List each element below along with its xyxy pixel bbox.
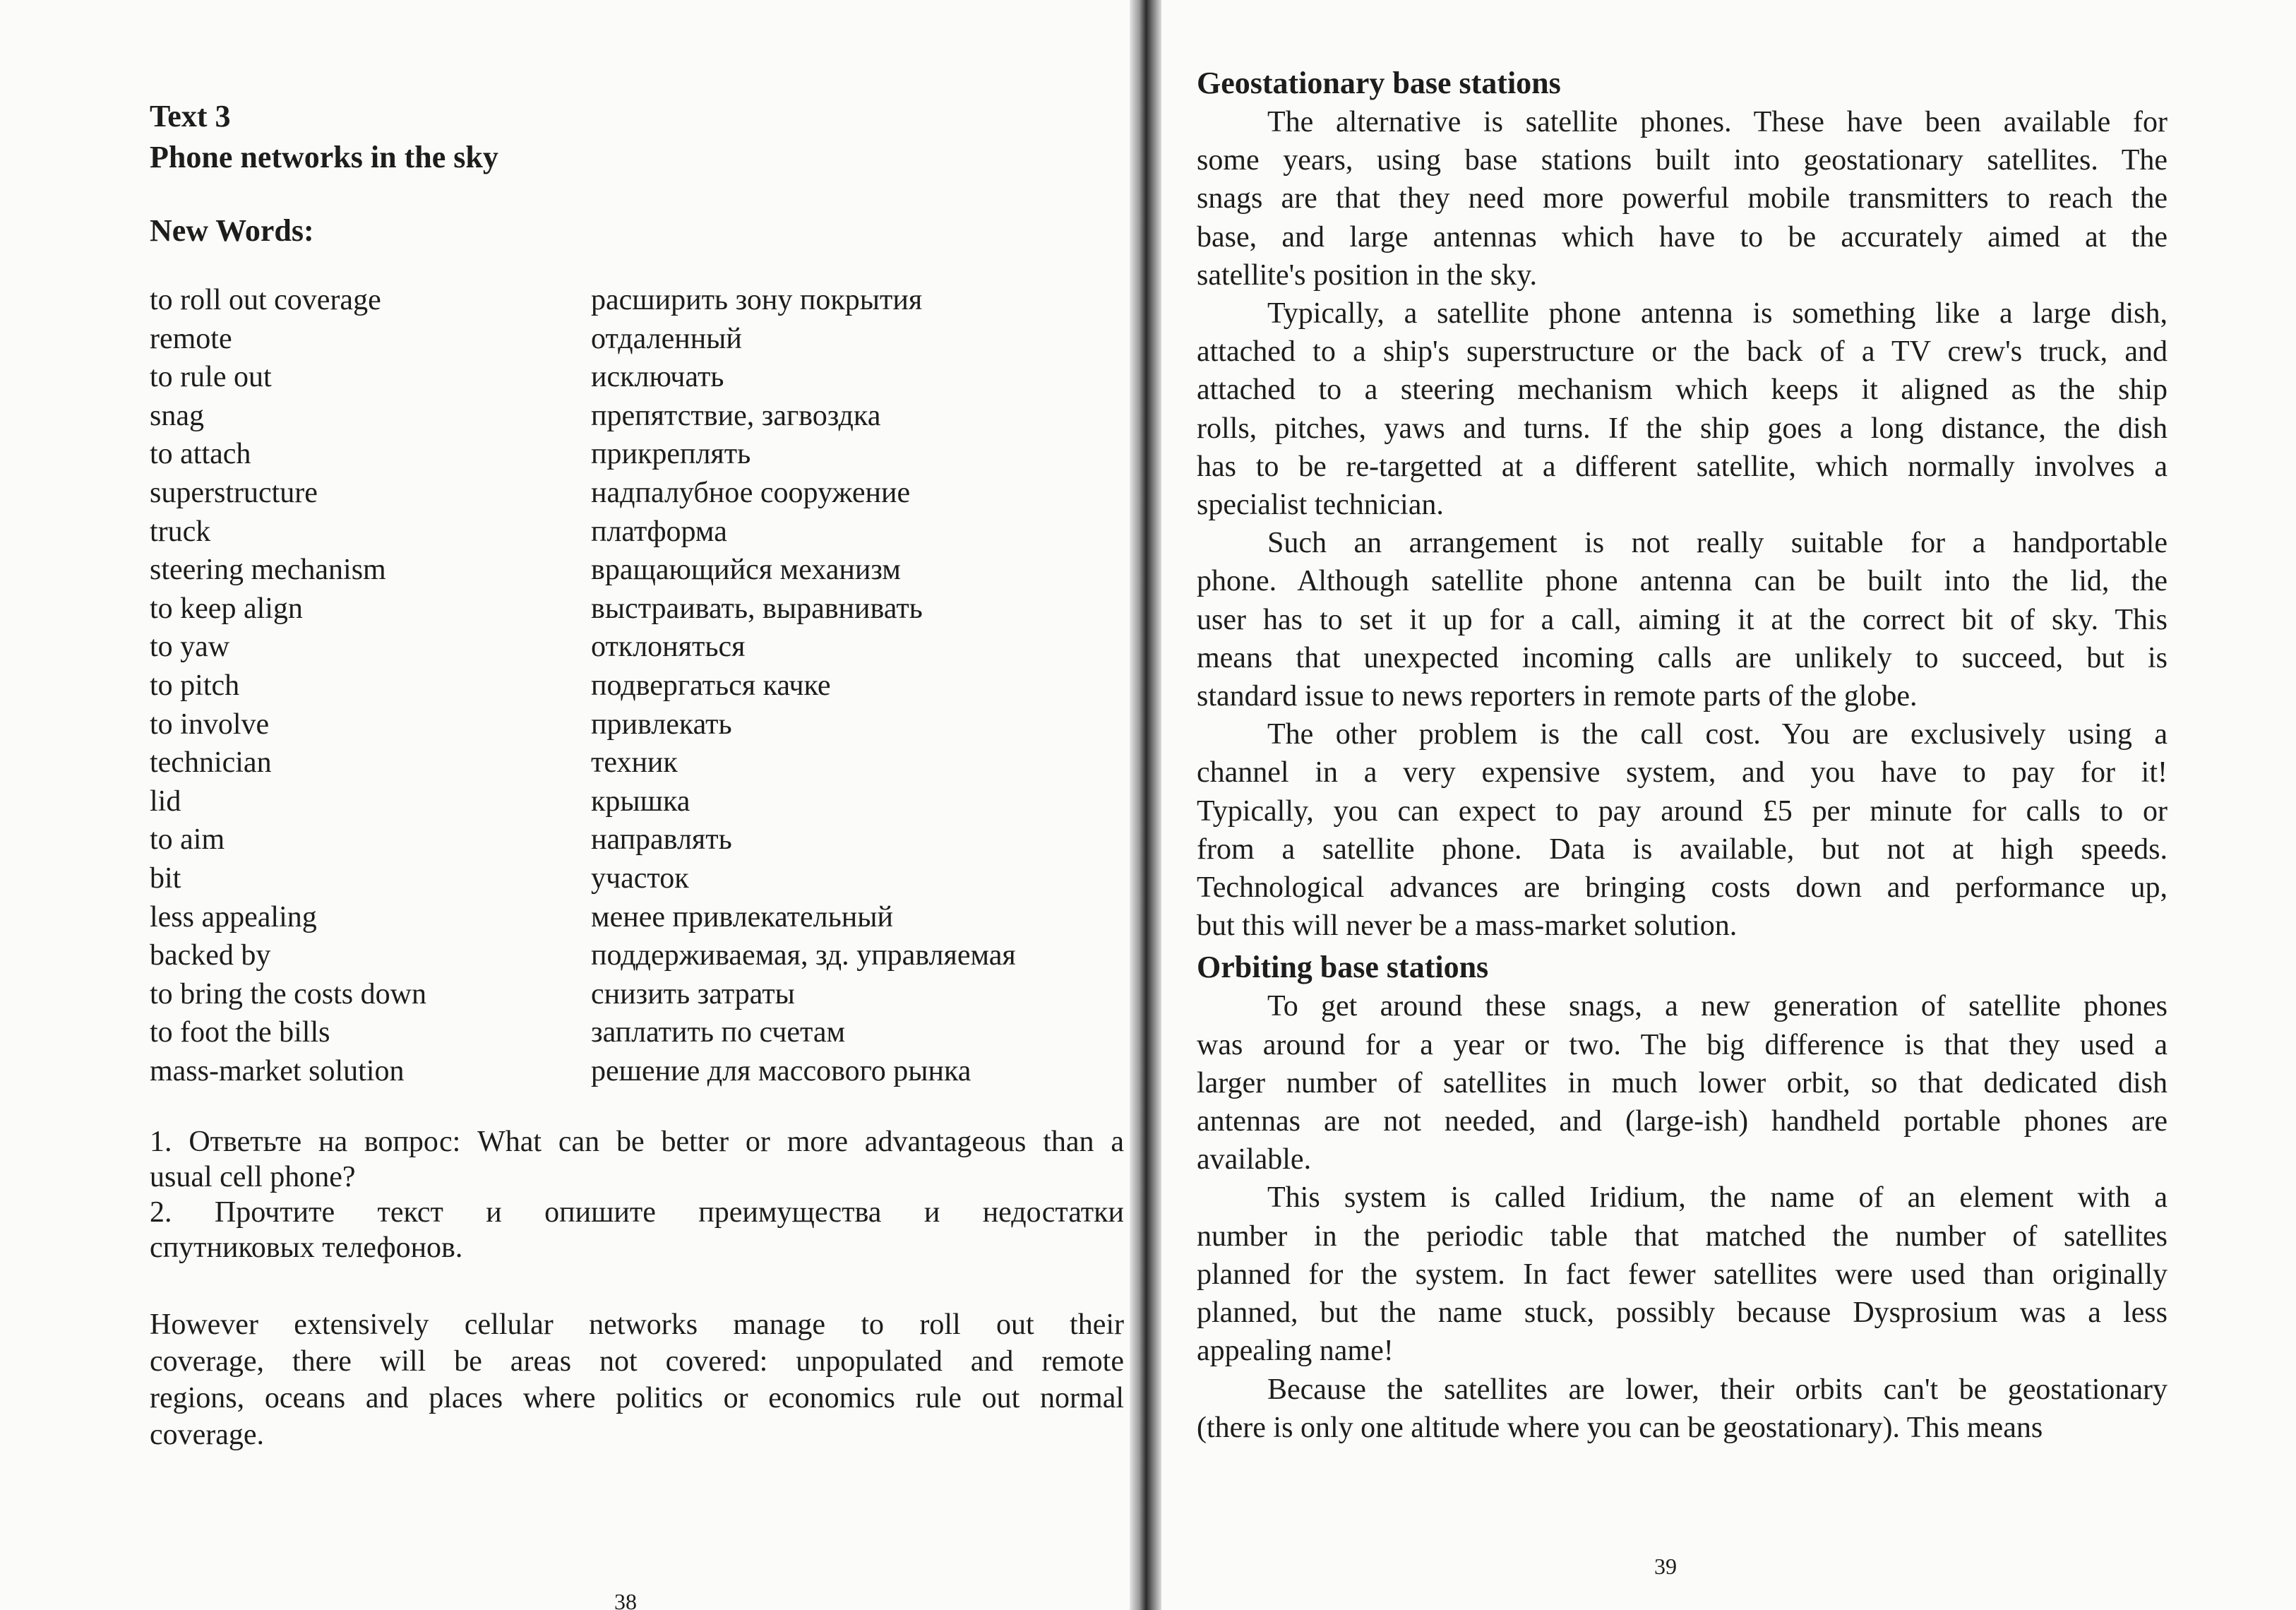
section-heading-geostationary: Geostationary base stations (1197, 66, 1561, 100)
paragraph-line: Technological advances are bringing costs down and performance up, (1197, 871, 2168, 905)
vocab-translation: надпалубное сооружение (591, 476, 911, 509)
vocab-row (150, 590, 1124, 628)
vocab-term: to aim (150, 823, 225, 857)
vocab-term: steering mechanism (150, 554, 386, 587)
vocab-translation: платформа (591, 515, 727, 548)
vocab-row (150, 975, 1124, 1014)
paragraph-line: means that unexpected incoming calls are unlikely to succeed, but is (1197, 641, 2168, 674)
section-orbiting-body (1197, 987, 2168, 1446)
intro-line: However extensively cellular networks manage to roll out their (150, 1308, 1124, 1342)
vocab-term: to involve (150, 708, 270, 741)
paragraph (1197, 103, 2168, 294)
vocab-term: to roll out coverage (150, 284, 381, 316)
paragraph-line: available. (1197, 1143, 1312, 1176)
vocab-term: to pitch (150, 669, 240, 702)
paragraph-line: planned for the system. In fact fewer satellites were used than originally (1197, 1258, 2168, 1291)
paragraph-line: Because the satellites are lower, their orbits can't be geostationary (1267, 1373, 2168, 1406)
vocab-translation: решение для массового рынка (591, 1054, 971, 1087)
vocab-translation: направлять (591, 823, 732, 857)
vocab-term: to foot the bills (150, 1016, 330, 1049)
section-heading-orbiting: Orbiting base stations (1197, 950, 1489, 985)
right-page-content (1197, 64, 2168, 1447)
paragraph (1197, 1179, 2168, 1370)
paragraph-line: number in the periodic table that matched the number of satellites (1197, 1220, 2168, 1253)
paragraph-line: rolls, pitches, yaws and turns. If the ship goes a long distance, the dish (1197, 412, 2168, 445)
paragraph-line: planned, but the name stuck, possibly because Dysprosium was a less (1197, 1296, 2168, 1330)
vocab-translation: поддерживаемая, зд. управляемая (591, 939, 1016, 972)
vocab-term: to rule out (150, 361, 272, 394)
text-title: Phone networks in the sky (150, 140, 498, 174)
vocab-translation: отдаленный (591, 322, 742, 355)
paragraph-line: appealing name! (1197, 1335, 1394, 1368)
text-label: Text 3 (150, 99, 231, 133)
vocab-term: to keep align (150, 592, 303, 625)
vocab-row (150, 821, 1124, 859)
section-geostationary-body (1197, 103, 2168, 945)
paragraph-line: attached to a ship's superstructure or the back of a TV crew's truck, and (1197, 335, 2168, 369)
vocab-translation: крышка (591, 785, 690, 818)
vocab-translation: снизить затраты (591, 977, 795, 1010)
vocab-row (150, 320, 1124, 359)
paragraph-line: (there is only one altitude where you can be geostationary). This means (1197, 1411, 2043, 1444)
vocab-term: lid (150, 785, 181, 818)
intro-line: coverage. (150, 1419, 265, 1452)
vocab-term: truck (150, 515, 211, 548)
vocab-row (150, 1052, 1124, 1091)
vocab-translation: прикреплять (591, 438, 751, 471)
vocab-translation: привлекать (591, 708, 732, 741)
task-2-line-1: 2. Прочтите текст и опишите преимущества и недостатки (150, 1196, 1124, 1229)
new-words-heading: New Words: (150, 213, 314, 248)
paragraph-line: The other problem is the call cost. You are exclusively using a (1267, 718, 2168, 751)
paragraph-line: from a satellite phone. Data is available, but not at high speeds. (1197, 833, 2168, 866)
paragraph-line: antennas are not needed, and (large-ish) handheld portable phones are (1197, 1105, 2168, 1138)
task-1-line-1: 1. Ответьте на вопрос: What can be better or more advantageous than a (150, 1126, 1124, 1159)
paragraph-line: phone. Although satellite phone antenna can be built into the lid, the (1197, 565, 2168, 598)
vocab-term: bit (150, 861, 181, 895)
paragraph-line: attached to a steering mechanism which keeps it aligned as the ship (1197, 374, 2168, 407)
vocab-row (150, 551, 1124, 590)
intro-paragraph (150, 1306, 1124, 1453)
vocabulary-list (150, 281, 1124, 1090)
left-page (0, 0, 1130, 1610)
paragraph (1197, 524, 2168, 715)
paragraph-line: Typically, a satellite phone antenna is something like a large dish, (1267, 297, 2168, 330)
vocab-term: to yaw (150, 631, 230, 664)
vocab-translation: выстраивать, выравнивать (591, 592, 923, 625)
vocab-row (150, 474, 1124, 513)
vocab-term: to bring the costs down (150, 977, 426, 1010)
vocab-row (150, 667, 1124, 705)
page-number-right: 39 (1654, 1554, 1677, 1579)
paragraph (1197, 715, 2168, 945)
paragraph-line: This system is called Iridium, the name of an element with a (1267, 1181, 2168, 1215)
vocab-row (150, 898, 1124, 937)
vocab-row (150, 628, 1124, 667)
paragraph-line: has to be re-targetted at a different satellite, which normally involves a (1197, 450, 2168, 483)
paragraph (1197, 987, 2168, 1179)
paragraph-line: snags are that they need more powerful mobile transmitters to reach the (1197, 182, 2168, 215)
paragraph-line: satellite's position in the sky. (1197, 258, 1537, 292)
vocab-term: mass-market solution (150, 1054, 405, 1087)
paragraph-line: standard issue to news reporters in remote parts of the globe. (1197, 680, 1918, 713)
paragraph (1197, 1371, 2168, 1447)
vocab-row (150, 281, 1124, 320)
vocab-term: backed by (150, 939, 271, 972)
paragraph-line: channel in a very expensive system, and you have to pay for it! (1197, 756, 2168, 789)
vocab-translation: расширить зону покрытия (591, 284, 923, 316)
vocab-row (150, 513, 1124, 551)
tasks (150, 1124, 1124, 1265)
paragraph-line: larger number of satellites in much lower orbit, so that dedicated dish (1197, 1066, 2168, 1099)
paragraph-line: was around for a year or two. The big difference is that they used a (1197, 1028, 2168, 1061)
vocab-term: technician (150, 746, 272, 780)
vocab-translation: заплатить по счетам (591, 1016, 846, 1049)
vocab-term: less appealing (150, 900, 317, 934)
vocab-translation: подвергаться качке (591, 669, 831, 702)
paragraph-line: user has to set it up for a call, aiming it at the correct bit of sky. This (1197, 603, 2168, 636)
vocab-translation: исключать (591, 361, 724, 394)
task-2-line-2: спутниковых телефонов. (150, 1232, 463, 1265)
vocab-translation: отклоняться (591, 631, 746, 664)
vocab-row (150, 859, 1124, 898)
paragraph-line: some years, using base stations built into geostationary satellites. The (1197, 144, 2168, 177)
paragraph-line: specialist technician. (1197, 489, 1444, 522)
vocab-row (150, 936, 1124, 975)
vocab-translation: техник (591, 746, 678, 780)
book-gutter (1130, 0, 1161, 1610)
vocab-row (150, 435, 1124, 474)
paragraph-line: Typically, you can expect to pay around £5 per minute for calls to or (1197, 794, 2168, 828)
vocab-term: superstructure (150, 476, 318, 509)
vocab-term: snag (150, 399, 204, 432)
vocab-term: to attach (150, 438, 251, 471)
vocab-row (150, 705, 1124, 744)
paragraph-line: base, and large antennas which have to be accurately aimed at the (1197, 220, 2168, 254)
vocab-translation: препятствие, загвоздка (591, 399, 881, 432)
paragraph-line: The alternative is satellite phones. These have been available for (1267, 106, 2168, 138)
vocab-term: remote (150, 322, 232, 355)
left-page-content (150, 96, 1124, 1453)
vocab-translation: менее привлекательный (591, 900, 893, 934)
intro-line: regions, oceans and places where politics or economics rule out normal (150, 1382, 1124, 1415)
vocab-row (150, 744, 1124, 782)
vocab-translation: участок (591, 861, 689, 895)
paragraph (1197, 294, 2168, 524)
page-number-left: 38 (614, 1589, 637, 1610)
intro-line: coverage, there will be areas not covered: unpopulated and remote (150, 1345, 1124, 1378)
paragraph-line: but this will never be a mass-market solution. (1197, 910, 1738, 943)
vocab-row (150, 782, 1124, 821)
vocab-row (150, 358, 1124, 397)
task-1-line-2: usual cell phone? (150, 1161, 356, 1194)
vocab-translation: вращающийся механизм (591, 554, 901, 587)
vocab-row (150, 1013, 1124, 1052)
paragraph-line: To get around these snags, a new generation of satellite phones (1267, 990, 2168, 1023)
vocab-row (150, 397, 1124, 436)
paragraph-line: Such an arrangement is not really suitable for a handportable (1267, 527, 2168, 560)
